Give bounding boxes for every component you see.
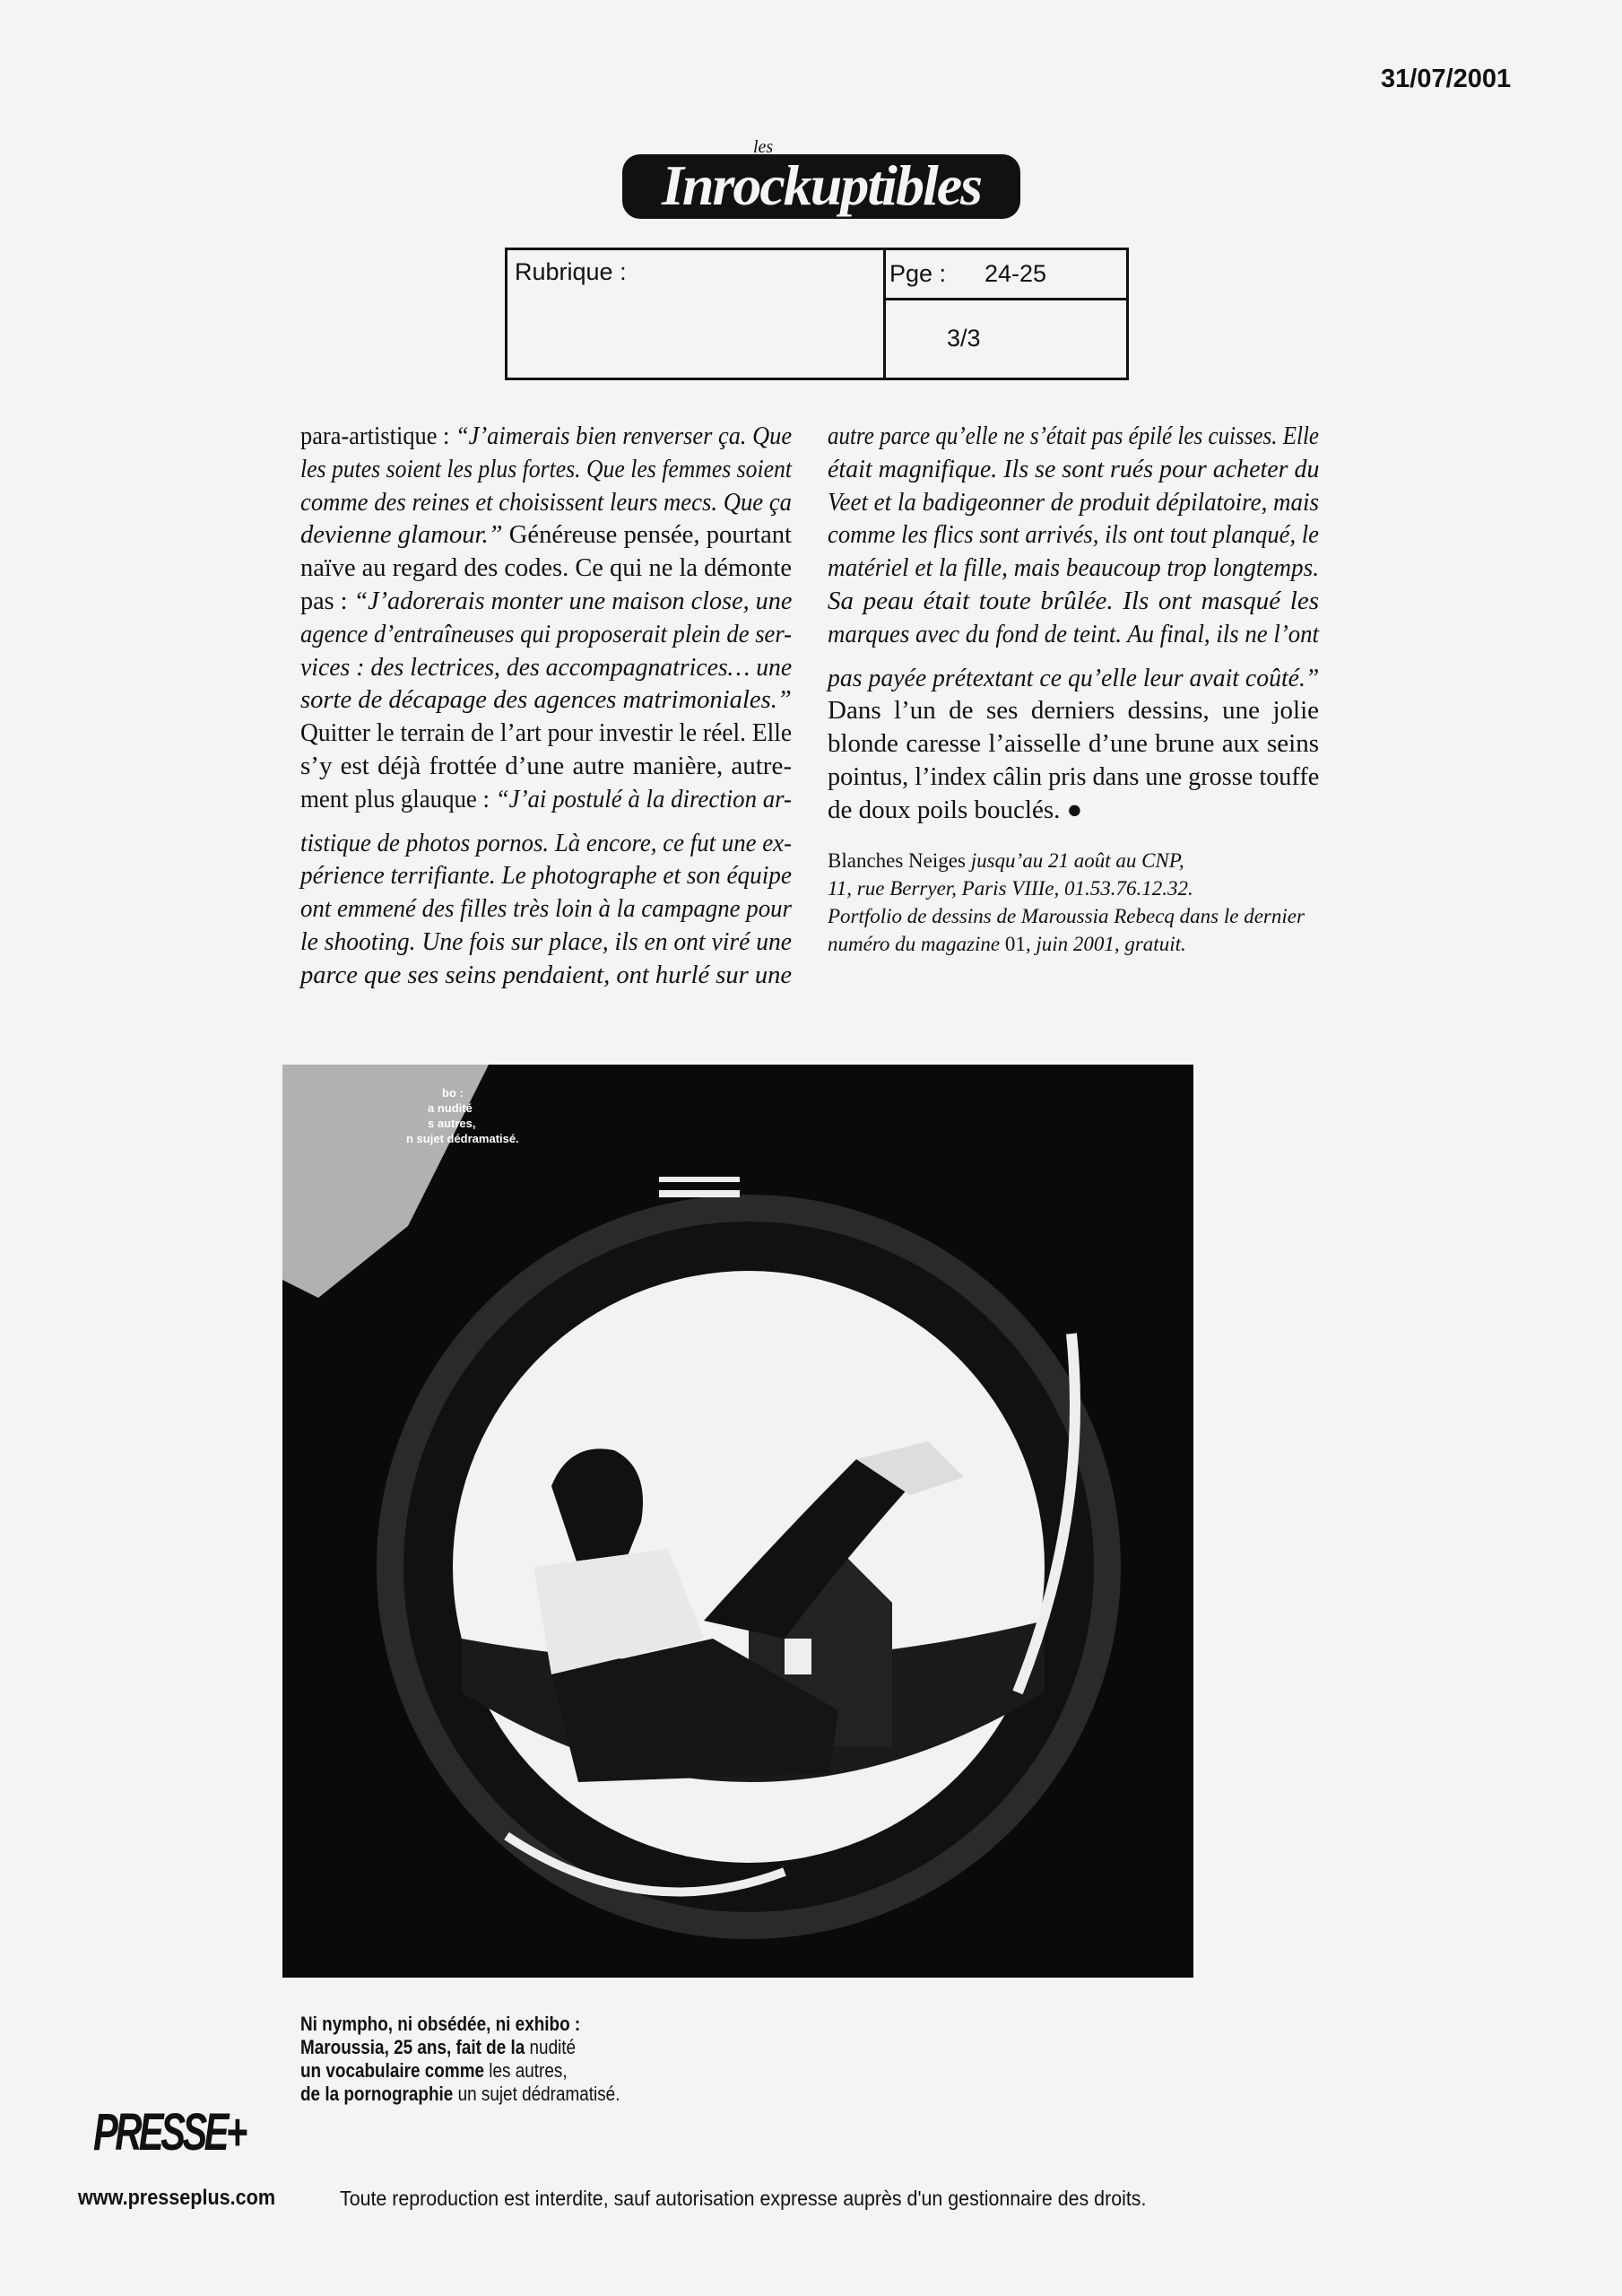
article-line: [300, 827, 792, 860]
clipping-info-box: [505, 248, 1129, 380]
text-segment: numéro du magazine: [828, 932, 1005, 955]
exhibition-credits: [828, 847, 1319, 958]
article-line: [300, 651, 792, 684]
text-segment: comme des reines et choisissent leurs mecs. Que ça: [300, 487, 792, 517]
divider: [883, 298, 1126, 300]
article-line: [828, 552, 1319, 585]
caption-line: [300, 2036, 620, 2059]
text-segment: Quitter le terrain de l’art pour investir le réel. Elle: [300, 718, 793, 748]
sheet-number: 3/3: [947, 325, 981, 352]
article-line: [300, 750, 792, 783]
article-line: [828, 794, 1319, 827]
text-segment: un sujet dédramatisé.: [453, 2083, 620, 2105]
credit-line: [828, 930, 1319, 958]
text-segment: le shooting. Une fois sur place, ils en ont viré une: [300, 926, 792, 956]
page-value: 24-25: [984, 260, 1047, 287]
article-line: [828, 453, 1319, 486]
article-line: [300, 892, 792, 926]
text-segment: 01: [1004, 932, 1026, 955]
article-line: [828, 694, 1319, 727]
text-segment: ont emmené des filles très loin à la campagne pour: [300, 894, 792, 924]
copyright-disclaimer: Toute reproduction est interdite, sauf autorisation expresse auprès d'un gestionnaire des droits.: [340, 2187, 1147, 2210]
credit-line: [828, 902, 1319, 930]
presseplus-logo: PRESSE+: [93, 2103, 245, 2161]
article-line: [300, 618, 792, 651]
photo-overlay-text: bo :: [442, 1086, 464, 1100]
text-segment: Blanches Neiges: [828, 848, 971, 872]
article-column-left: [300, 420, 792, 992]
article-line: [828, 727, 1319, 761]
text-segment: pointus, l’index câlin pris dans une grosse touffe: [828, 761, 1320, 791]
credit-line: [828, 847, 1319, 874]
article-line: [300, 926, 792, 959]
text-segment: marques avec du fond de teint. Au final, ils ne l’ont: [828, 619, 1319, 648]
text-segment: “J’adorerais monter une maison close, une: [353, 586, 793, 615]
text-segment: Veet et la badigeonner de produit dépilatoire, mais: [828, 487, 1320, 517]
text-segment: Portfolio de dessins de Maroussia Rebecq dans le dernier: [828, 904, 1305, 927]
article-line: [300, 420, 792, 453]
text-segment: sorte de décapage des agences matrimoniales.”: [300, 685, 792, 715]
article-line: [828, 618, 1319, 651]
photo-overlay-text: n sujet dédramatisé.: [406, 1132, 519, 1145]
rubrique-label: Rubrique :: [515, 258, 627, 285]
divider: [883, 250, 886, 378]
text-segment: agence d’entraîneuses qui proposerait plein de ser-: [300, 619, 792, 648]
text-segment: Dans l’un de ses derniers dessins, une jolie: [828, 696, 1319, 726]
text-segment: pas payée prétextant ce qu’elle leur avait coûté.”: [828, 663, 1320, 692]
text-segment: Ni nympho, ni obsédée, ni exhibo :: [300, 2013, 581, 2035]
article-line: [300, 717, 792, 750]
article-line: [300, 585, 792, 618]
article-photo: [282, 1065, 1193, 1978]
photo-overlay-text: a nudité: [428, 1101, 473, 1115]
article-line: [828, 486, 1319, 519]
text-segment: matériel et la fille, mais beaucoup trop longtemps.: [828, 553, 1319, 583]
caption-line: [300, 2013, 620, 2036]
caption-line: [300, 2083, 620, 2106]
article-line: [828, 420, 1319, 453]
photo-overlay-text: s autres,: [428, 1117, 476, 1130]
text-segment: “J’aimerais bien renverser ça. Que: [455, 422, 793, 450]
article-line: [828, 518, 1319, 552]
article-line: [300, 518, 792, 552]
article-line: [300, 453, 792, 486]
article-line: [828, 585, 1319, 618]
article-line: [828, 662, 1319, 695]
photo-caption: [300, 2013, 620, 2106]
text-segment: comme les flics sont arrivés, ils ont tout planqué, le: [828, 520, 1319, 550]
text-segment: était magnifique. Ils se sont rués pour acheter du: [828, 454, 1320, 483]
article-line: [300, 486, 792, 519]
text-segment: jusqu’au 21 août au CNP,: [970, 848, 1184, 872]
text-segment: Maroussia, 25 ans, fait de la: [300, 2036, 530, 2058]
publication-logo: [619, 135, 1024, 224]
article-line: [300, 783, 792, 816]
text-segment: pas :: [300, 586, 354, 615]
text-segment: nudité: [529, 2036, 577, 2058]
text-segment: s’y est déjà frottée d’une autre manière, autre-: [300, 751, 792, 780]
text-segment: vices : des lectrices, des accompagnatrices… une: [300, 652, 793, 682]
text-segment: ment plus glauque :: [300, 784, 496, 813]
text-segment: naïve au regard des codes. Ce qui ne la démonte: [300, 553, 792, 583]
article-column-right: [828, 420, 1319, 958]
text-segment: un vocabulaire comme: [300, 2059, 490, 2082]
presseplus-url[interactable]: www.presseplus.com: [78, 2186, 276, 2210]
page-label: Pge :: [889, 260, 947, 287]
article-line: [828, 761, 1319, 794]
text-segment: 11, rue Berryer, Paris VIIIe, 01.53.76.12.32.: [828, 876, 1193, 900]
svg-text:Inrockuptibles: Inrockuptibles: [661, 153, 982, 217]
text-segment: les putes soient les plus fortes. Que les femmes soient: [300, 454, 792, 483]
text-segment: “J’ai postulé à la direction ar-: [495, 784, 792, 813]
text-segment: autre parce qu’elle ne s’était pas épilé les cuisses. Elle: [828, 422, 1319, 450]
article-line: [300, 959, 792, 992]
caption-line: [300, 2059, 620, 2083]
text-segment: , juin 2001, gratuit.: [1025, 932, 1186, 955]
text-segment: Généreuse pensée, pourtant: [502, 520, 792, 550]
text-segment: para-artistique :: [300, 422, 455, 450]
text-segment: devienne glamour.”: [300, 520, 503, 550]
article-line: [300, 683, 792, 717]
text-segment: parce que ses seins pendaient, ont hurlé sur une: [300, 960, 793, 989]
text-segment: blonde caresse l’aisselle d’une brune aux seins: [828, 729, 1319, 759]
credit-line: [828, 874, 1319, 902]
article-line: [300, 859, 792, 892]
text-segment: de la pornographie: [300, 2083, 454, 2105]
article-line: [300, 552, 792, 585]
text-segment: tistique de photos pornos. Là encore, ce fut une ex-: [300, 828, 792, 857]
svg-text:les: les: [753, 137, 774, 157]
text-segment: les autres,: [489, 2059, 568, 2082]
text-segment: périence terrifiante. Le photographe et son équipe: [300, 861, 792, 891]
clipping-date: 31/07/2001: [1381, 65, 1512, 93]
text-segment: de doux poils bouclés. ●: [828, 795, 1083, 824]
text-segment: Sa peau était toute brûlée. Ils ont masqué les: [828, 586, 1319, 615]
